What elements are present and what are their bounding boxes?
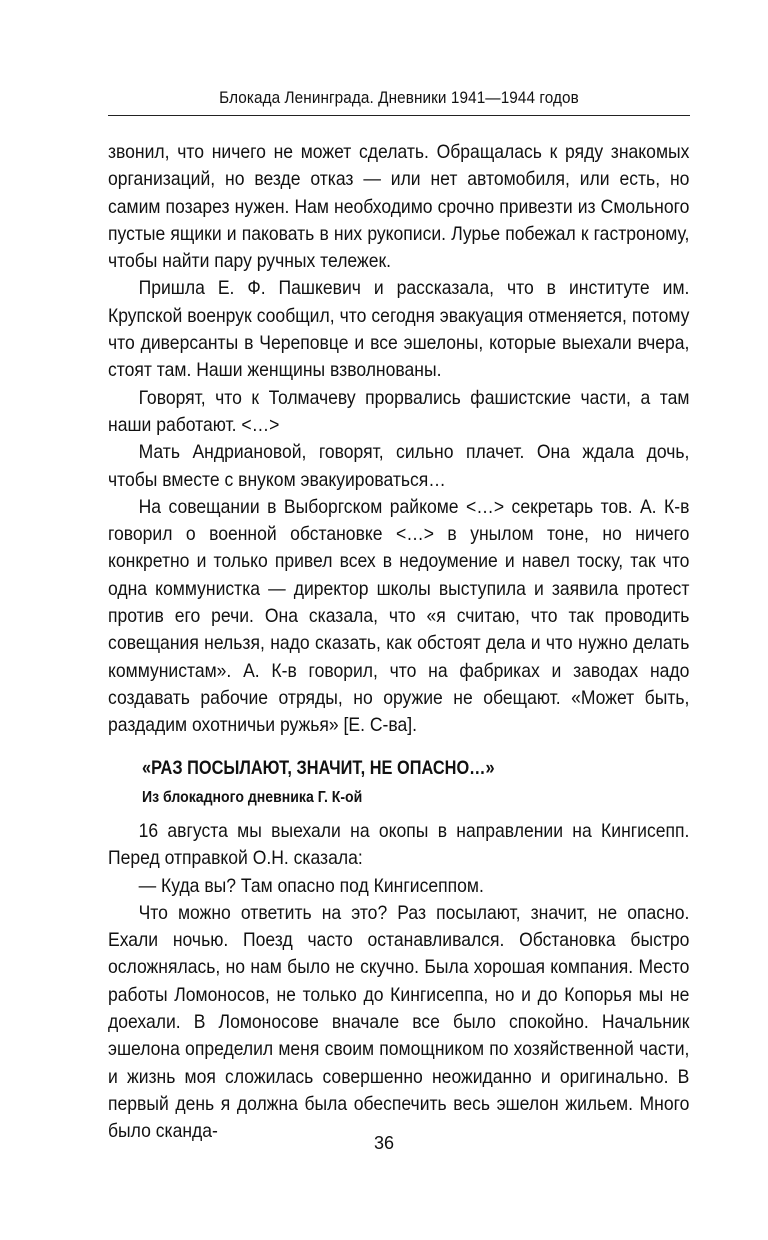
header-rule <box>108 115 690 116</box>
body-text-bottom <box>108 818 690 1146</box>
body-text-top <box>108 139 690 740</box>
paragraph: — Куда вы? Там опасно под Кингисеппом. <box>138 874 484 897</box>
paragraph: 16 августа мы выехали на окопы в направлении на Кингисепп. Перед отправкой О.Н. сказала: <box>108 820 690 870</box>
paragraph: звонил, что ничего не может сделать. Обращалась к ряду знакомых организаций, но везде отказ — или нет автомобиля, или есть, но самим позарез нужен. Нам необходимо срочно привезти из Смольного пустые ящики и паковать в них рукописи. Лурье побежал к гастроному, чтобы найти пару ручных тележек. <box>108 141 690 273</box>
section-subtitle: Из блокадного дневника Г. К-ой <box>142 789 363 806</box>
paragraph: Мать Андриановой, говорят, сильно плачет. Она ждала дочь, чтобы вместе с внуком эвакуироваться… <box>108 441 690 491</box>
paragraph: Что можно ответить на это? Раз посылают, значит, не опасно. Ехали ночью. Поезд часто останавливался. Обстановка быстро осложнялась, но нам было не скучно. Была хорошая компания. Место работы Ломоносов, не только до Кингисеппа, но и до Копорья мы не доехали. В Ломоносове вначале все было спокойно. Начальник эшелона определил меня своим помощником по хозяйственной части, и жизнь моя сложилась совершенно неожиданно и оригинально. В первый день я должна была обеспечить весь эшелон жильем. Много было сканда- <box>108 901 690 1143</box>
running-head: Блокада Ленинграда. Дневники 1941—1944 годов <box>219 88 579 107</box>
section-title: «РАЗ ПОСЫЛАЮТ, ЗНАЧИТ, НЕ ОПАСНО…» <box>142 758 495 779</box>
paragraph: Говорят, что к Толмачеву прорвались фашистские части, а там наши работают. <…> <box>108 386 690 436</box>
paragraph: На совещании в Выборгском райкоме <…> секретарь тов. А. К-в говорил о военной обстановке <…> в унылом тоне, но ничего конкретно и только привел всех в недоумение и навел тоску, так что одна коммунистка — директор школы выступила и заявила протест против его речи. Она сказала, что «я считаю, что так проводить совещания нельзя, надо сказать, как обстоят дела и что нужно делать коммунистам». А. К-в говорил, что на фабриках и заводах надо создавать рабочие отряды, но оружие не обещают. «Может быть, раздадим охотничьи ружья» [Е. С-ва]. <box>108 495 690 737</box>
paragraph: Пришла Е. Ф. Пашкевич и рассказала, что в институте им. Крупской военрук сообщил, что сегодня эвакуация отменяется, потому что диверсанты в Череповце и все эшелоны, которые выехали вчера, стоят там. Наши женщины взволнованы. <box>108 277 690 382</box>
page-number: 36 <box>373 1133 395 1153</box>
